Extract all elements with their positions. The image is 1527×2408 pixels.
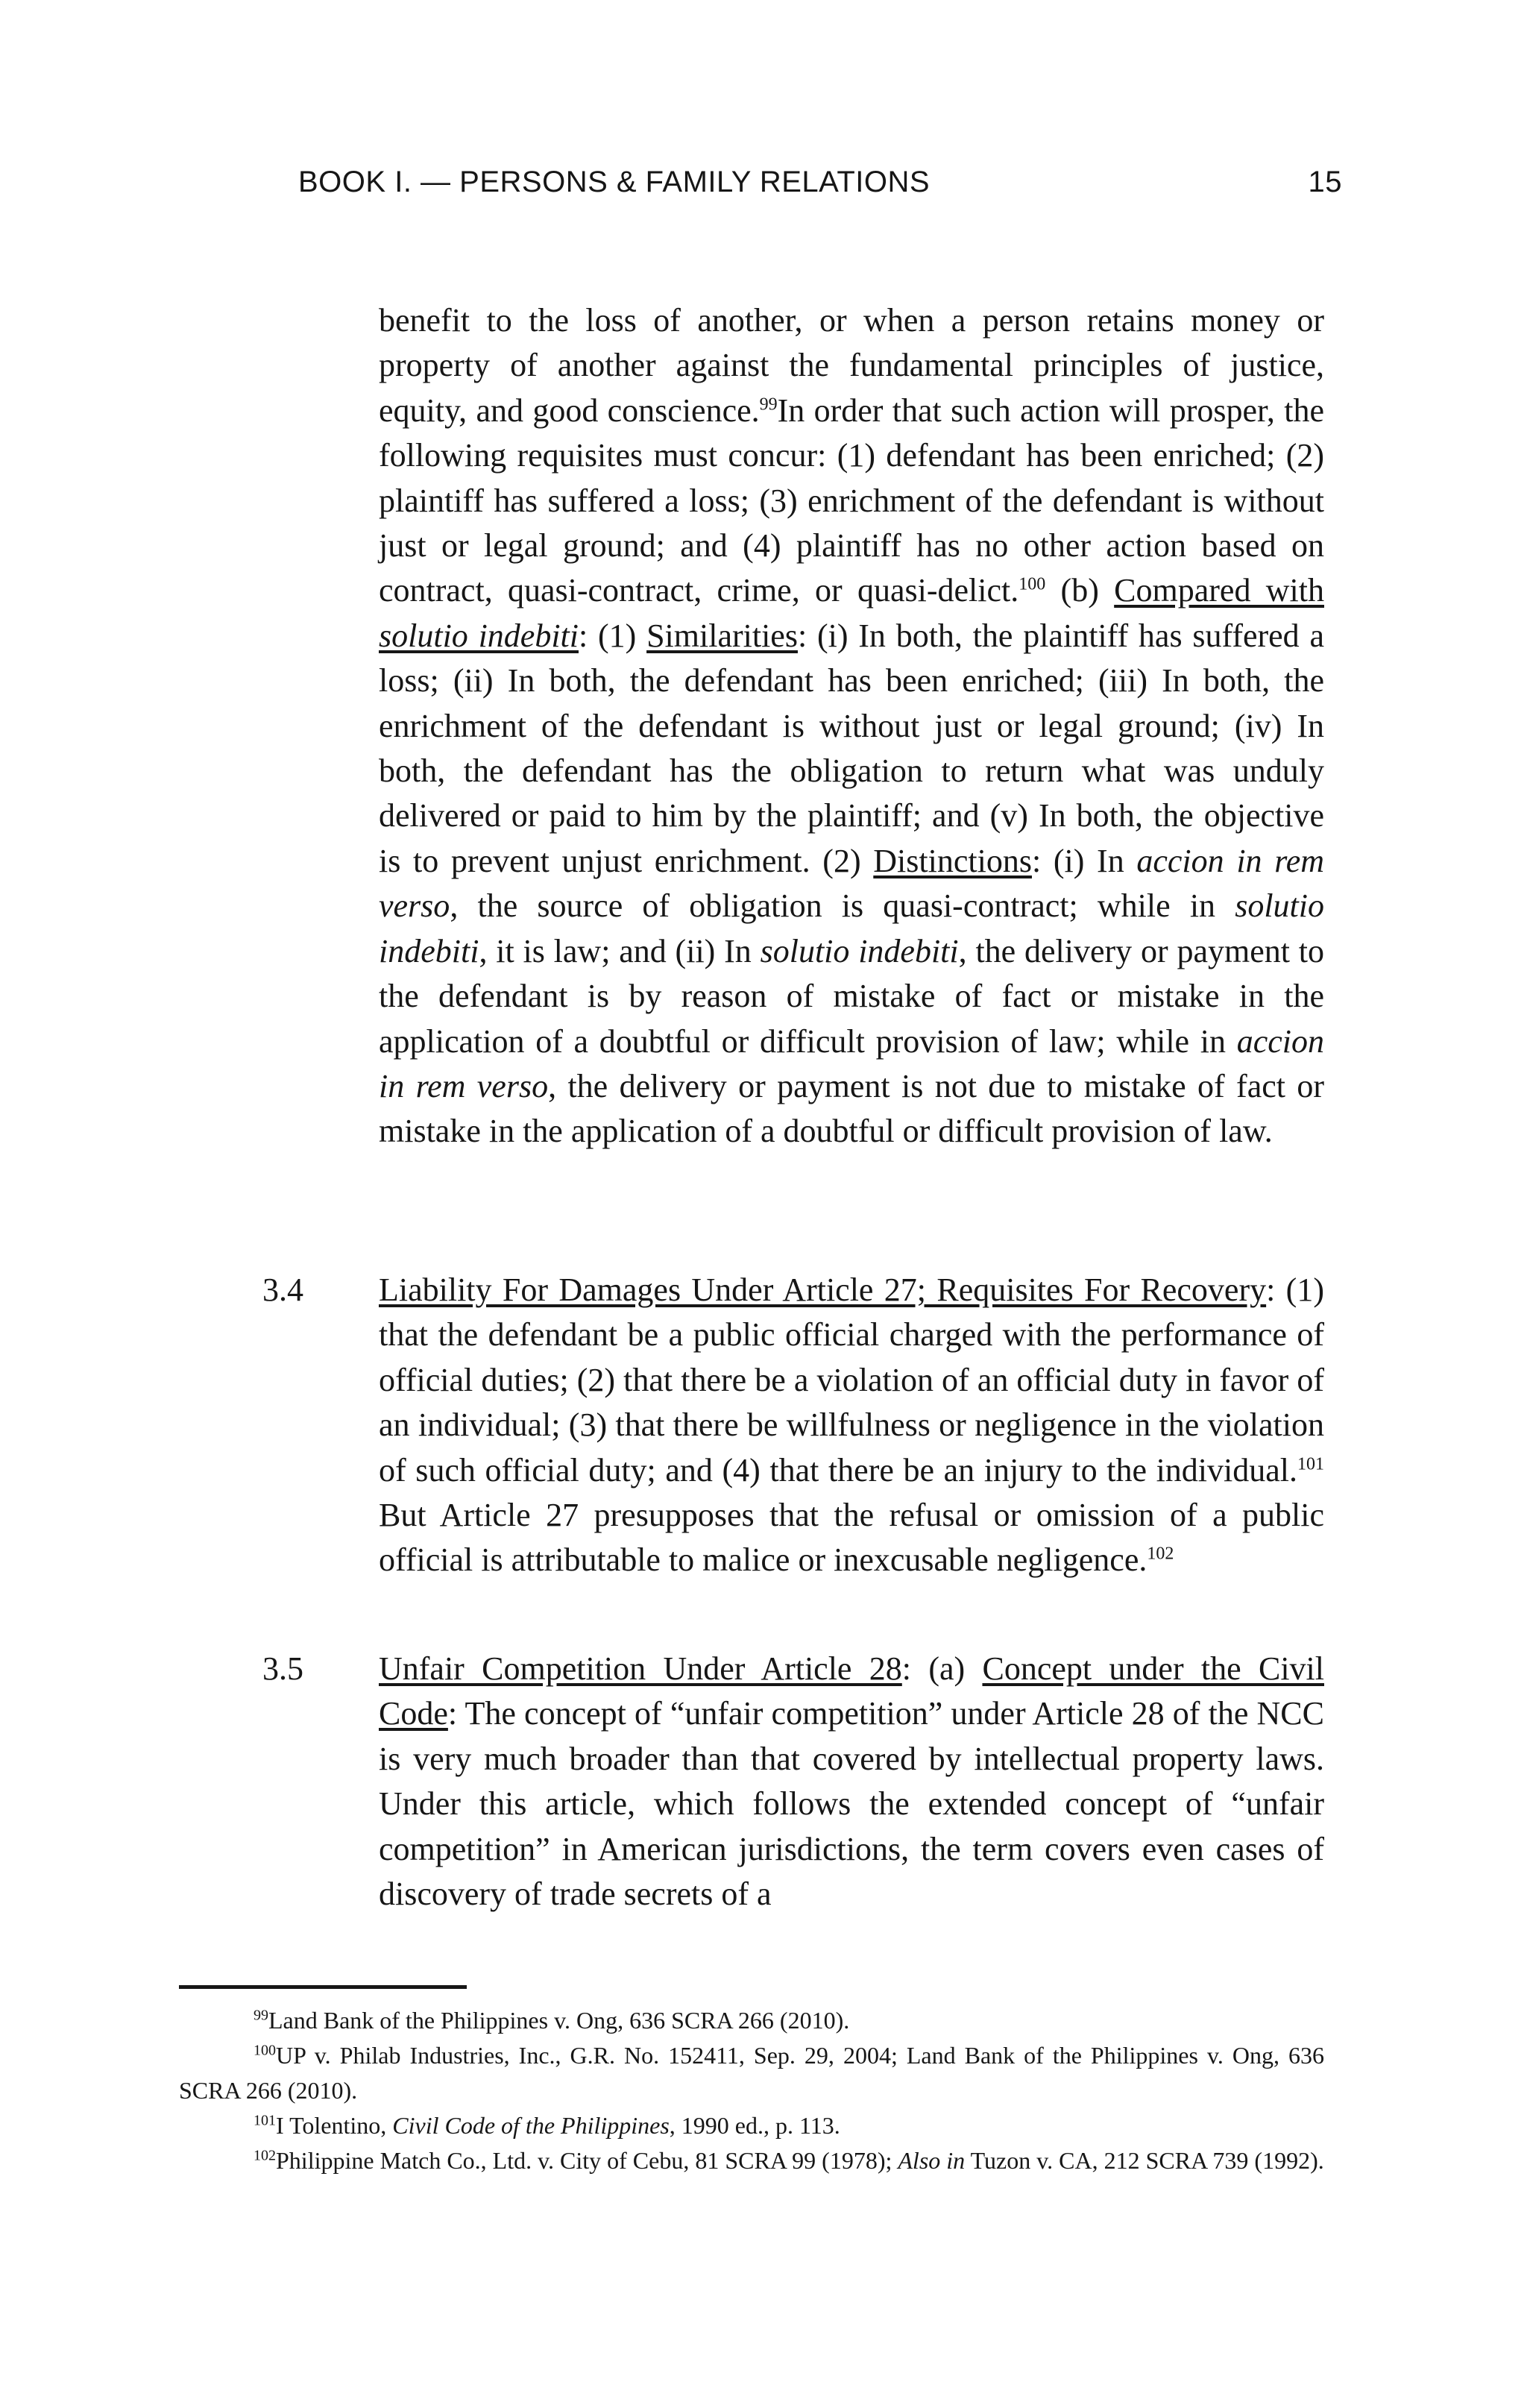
footnote-text: Tuzon v. CA, 212 SCRA 739 (1992). — [965, 2147, 1324, 2174]
text-run: In order that such action will prosper, the following requisites must concur: (1) defendant has been enriched; (2) plaintiff has suffered a loss; (3) enrichment of the defendant is without just or legal ground; and (4) plaintiff has no other action based on contract, quasi-contract, crime, or quasi-delict. — [379, 392, 1324, 609]
subheading-text: Compared with — [1114, 572, 1324, 609]
footnote-separator — [179, 1985, 467, 1989]
text-run: benefit to the loss of another, or when a person retains money or property of another against the fundamental principles of justice, equity, and good conscience. — [379, 302, 1324, 429]
footnote-ref-100: 100 — [1018, 574, 1046, 594]
footnote-100 — [179, 2038, 1324, 2108]
footnote-text: , 1990 ed., p. 113. — [669, 2112, 840, 2139]
section-heading: Unfair Competition Under Article 28 — [379, 1650, 902, 1687]
section-number: 3.5 — [262, 1650, 303, 1687]
text-run: : (i) In both, the plaintiff has suffered a loss; (ii) In both, the defendant has been enriched; (iii) In both, the enrichment of the defendant is without just or legal ground; (iv) In both, the defendant has the obligation to return what was unduly delivered or paid to him by the plaintiff; and (v) In both, the objective is to prevent unjust enrichment. (2) — [379, 617, 1324, 879]
footnote-number: 101 — [254, 2112, 276, 2129]
footnote-italic: Also in — [898, 2147, 966, 2174]
text-run: : (i) In — [1031, 842, 1137, 879]
footnote-ref-99: 99 — [759, 394, 778, 415]
footnote-101 — [179, 2108, 1324, 2143]
footnote-ref-102: 102 — [1147, 1544, 1174, 1564]
text-run: But Article 27 presupposes that the refusal or omission of a public official is attributable to malice or inexcusable negligence. — [379, 1497, 1324, 1579]
text-run: : (a) — [901, 1650, 983, 1687]
italic-term: accion in rem verso — [379, 1022, 1324, 1104]
paragraph-unjust-enrichment — [379, 298, 1324, 1154]
footnote-text: UP v. Philab Industries, Inc., G.R. No. 152411, Sep. 29, 2004; Land Bank of the Philippines v. Ong, 636 SCRA 266 (2010). — [179, 2042, 1324, 2104]
footnotes — [179, 2003, 1324, 2178]
section-body — [379, 1268, 1324, 1583]
italic-term: solutio indebiti — [760, 932, 959, 969]
footnote-number: 100 — [254, 2042, 276, 2059]
running-header — [298, 166, 1357, 210]
text-run: : (1) that the defendant be a public official charged with the performance of official duties; (2) that there be a violation of an official duty in favor of an individual; (3) that there be willfulness or negligence in the violation of such official duty; and (4) that there be an injury to the individual. — [379, 1271, 1324, 1489]
text-run: (b) — [1045, 572, 1115, 609]
italic-term: accion in rem verso — [379, 842, 1325, 925]
text-run: , the source of obligation is quasi-contract; while in — [450, 887, 1235, 925]
running-header-title: BOOK I. — PERSONS & FAMILY RELATIONS — [298, 166, 931, 198]
subheading-concept: Concept under the Civil Code — [379, 1650, 1324, 1732]
italic-term: solutio indebiti — [379, 887, 1324, 969]
section-heading: Liability For Damages Under Article 27; Requisites For Recovery — [379, 1271, 1267, 1308]
text-run: : (1) — [579, 617, 647, 654]
footnote-number: 102 — [254, 2147, 276, 2164]
text-run: , the delivery or payment to the defendant is by reason of mistake of fact or mistake in the application of a doubtful or difficult provision of law; while in — [379, 932, 1324, 1060]
footnote-text: Land Bank of the Philippines v. Ong, 636 SCRA 266 (2010). — [268, 2007, 850, 2034]
footnote-text: Philippine Match Co., Ltd. v. City of Cebu, 81 SCRA 99 (1978); — [276, 2147, 898, 2174]
section-number: 3.4 — [262, 1271, 303, 1308]
section-body — [379, 1647, 1324, 1917]
footnote-number: 99 — [254, 2007, 268, 2024]
footnote-99 — [179, 2003, 1324, 2038]
subheading-distinctions: Distinctions — [873, 842, 1032, 879]
text-run: : The concept of “unfair competition” under Article 28 of the NCC is very much broader than that covered by intellectual property laws. Under this article, which follows the extended concept of “unfair competition” in American jurisdictions, the term covers even cases of discovery of trade secrets of a — [379, 1695, 1324, 1913]
subheading-italic: solutio indebiti — [379, 617, 579, 654]
footnote-102 — [179, 2143, 1324, 2178]
footnote-ref-101: 101 — [1297, 1453, 1324, 1474]
footnote-text: I Tolentino, — [276, 2112, 393, 2139]
text-run: , the delivery or payment is not due to mistake of fact or mistake in the application of a doubtful or difficult provision of law. — [379, 1067, 1325, 1150]
page-number: 15 — [1308, 166, 1342, 198]
footnote-italic: Civil Code of the Philippines — [392, 2112, 670, 2139]
subheading-similarities: Similarities — [646, 617, 798, 654]
text-run: , it is law; and (ii) In — [479, 932, 761, 969]
